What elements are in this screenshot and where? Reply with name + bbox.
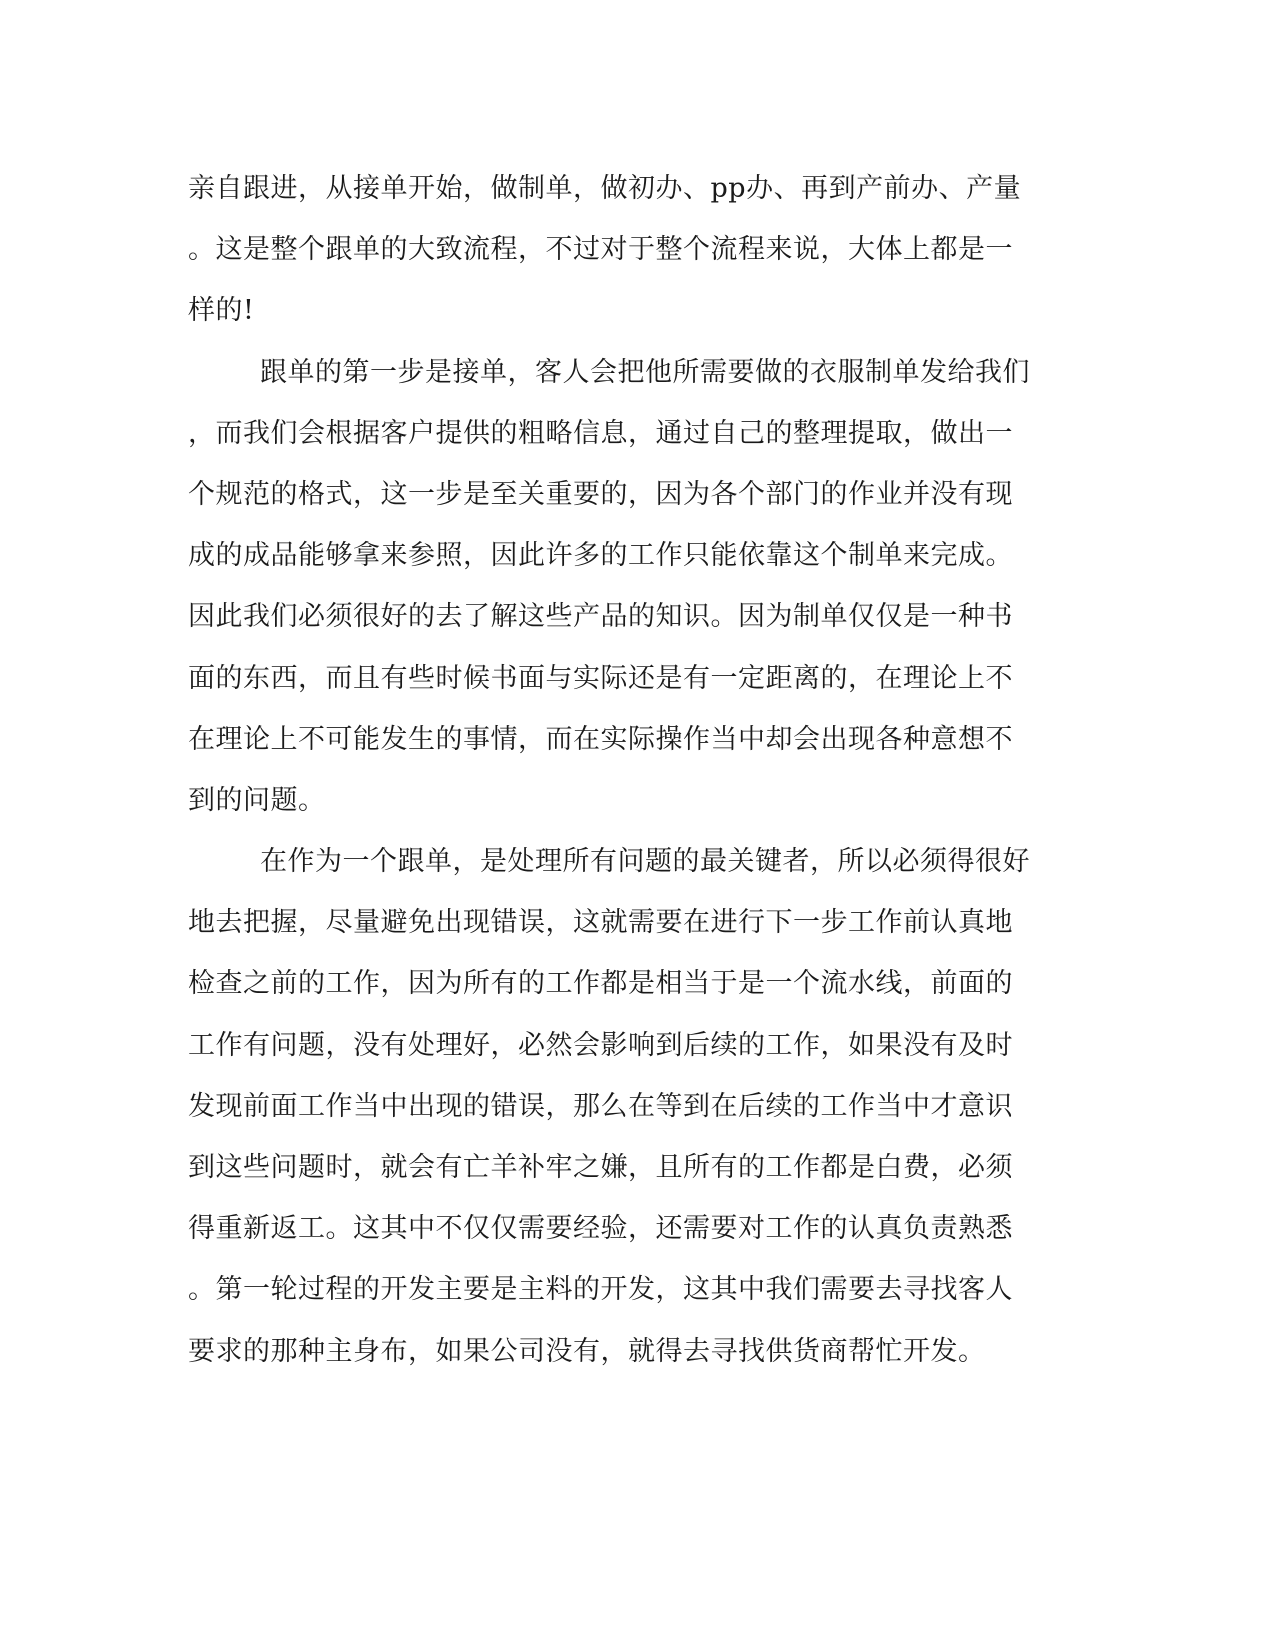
text-line: 。这是整个跟单的大致流程，不过对于整个流程来说，大体上都是一 <box>188 234 1013 266</box>
text-line: 到这些问题时，就会有亡羊补牢之嫌，且所有的工作都是白费，必须 <box>188 1152 1013 1183</box>
text-line: 在理论上不可能发生的事情，而在实际操作当中却会出现各种意想不 <box>188 723 1013 755</box>
text-line: 个规范的格式，这一步是至关重要的，因为各个部门的作业并没有现 <box>188 478 1013 510</box>
text-line: 要求的那种主身布，如果公司没有，就得去寻找供货商帮忙开发。 <box>188 1335 986 1367</box>
text-line: 到的问题。 <box>188 784 326 816</box>
body-text <box>188 158 1088 1382</box>
paragraph-first-line: 在作为一个跟单，是处理所有问题的最关键者，所以必须得很好 <box>260 846 1030 878</box>
text-line: 。第一轮过程的开发主要是主料的开发，这其中我们需要去寻找客人 <box>188 1274 1013 1306</box>
text-line: 面的东西，而且有些时候书面与实际还是有一定距离的，在理论上不 <box>188 662 1013 694</box>
paragraph-first-line: 跟单的第一步是接单，客人会把他所需要做的衣服制单发给我们 <box>260 356 1030 388</box>
text-line: 成的成品能够拿来参照，因此许多的工作只能依靠这个制单来完成。 <box>188 540 1013 572</box>
text-line: 发现前面工作当中出现的错误，那么在等到在后续的工作当中才意识 <box>188 1090 1013 1122</box>
text-line: 亲自跟进，从接单开始，做制单，做初办、pp办、再到产前办、产量 <box>188 173 1022 204</box>
text-line: 得重新返工。这其中不仅仅需要经验，还需要对工作的认真负责熟悉 <box>188 1213 1013 1245</box>
text-line: 地去把握，尽量避免出现错误，这就需要在进行下一步工作前认真地 <box>188 907 1013 939</box>
text-line: 工作有问题，没有处理好，必然会影响到后续的工作，如果没有及时 <box>188 1029 1013 1061</box>
text-line: 样的! <box>188 295 255 327</box>
text-line: 检查之前的工作，因为所有的工作都是相当于是一个流水线，前面的 <box>188 968 1013 1000</box>
text-line: 因此我们必须很好的去了解这些产品的知识。因为制单仅仅是一种书 <box>188 601 1013 633</box>
text-line: ，而我们会根据客户提供的粗略信息，通过自己的整理提取，做出一 <box>188 417 1013 449</box>
